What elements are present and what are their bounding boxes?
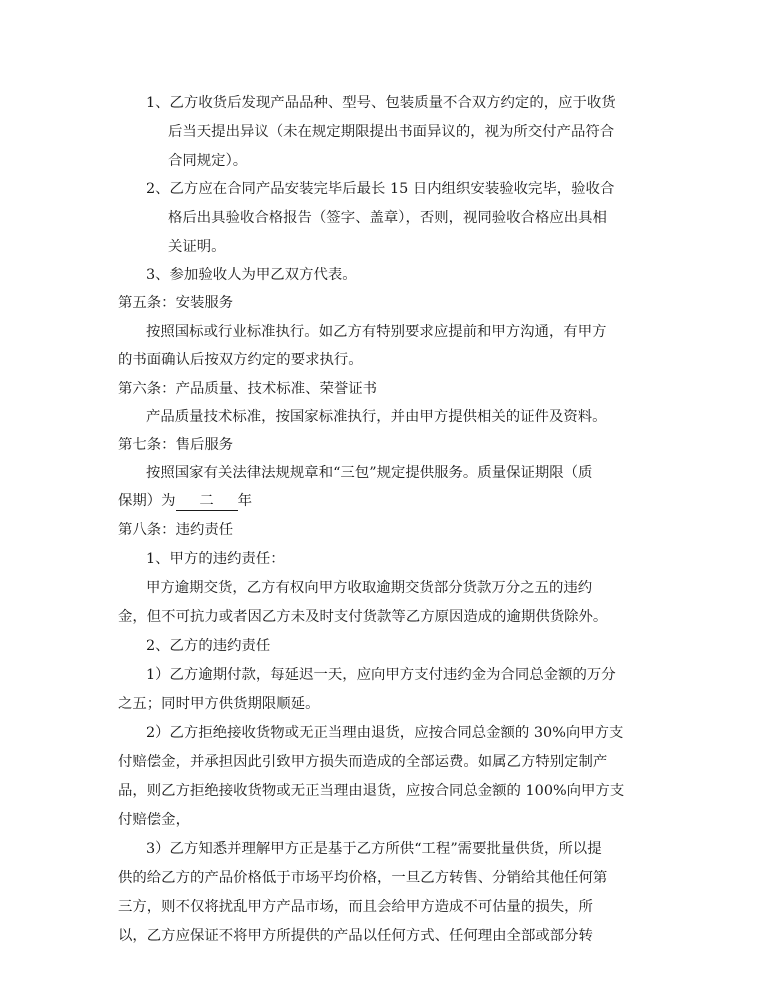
party-b-liability-item-1: 1）乙方逾期付款，每延迟一天，应向甲方支付违约金为合同总金额的万分: [146, 667, 616, 683]
clause-5-paragraph: 按照国标或行业标准执行。如乙方有特别要求应提前和甲方沟通，有甲方: [146, 324, 607, 340]
warranty-period-label: 保期）为: [118, 493, 176, 509]
party-b-liability-item-3-cont: 三方，则不仅将扰乱甲方产品市场，而且会给甲方造成不可估量的损失，所: [118, 899, 593, 915]
warranty-period-line: [118, 491, 252, 511]
party-a-liability-paragraph: 甲方逾期交货，乙方有权向甲方收取逾期交货部分货款万分之五的违约: [146, 580, 593, 596]
party-b-liability-item-2-cont: 品，则乙方拒绝接收货物或无正当理由退货，应按合同总金额的 100%向甲方支: [118, 783, 625, 799]
party-b-liability-item-3: 3）乙方知悉并理解甲方正是基于乙方所供“工程”需要批量供货，所以提: [146, 841, 602, 857]
clause-6-paragraph: 产品质量技术标准，按国家标准执行，并由甲方提供相关的证件及资料。: [146, 409, 607, 425]
clause-5-heading: 第五条：安装服务: [118, 295, 234, 311]
party-b-liability-item-1-cont: 之五；同时甲方供货期限顺延。: [118, 696, 320, 712]
clause-4-item-2-cont: 格后出具验收合格报告（签字、盖章），否则，视同验收合格应出具相: [168, 210, 607, 226]
warranty-period-unit: 年: [237, 493, 252, 509]
clause-8-heading: 第八条：违约责任: [118, 522, 234, 538]
clause-7-heading: 第七条：售后服务: [118, 437, 234, 453]
clause-4-item-2-cont: 关证明。: [168, 239, 226, 255]
party-b-liability-item-2: 2）乙方拒绝接收货物或无正当理由退货，应按合同总金额的 30%向甲方支: [146, 725, 624, 741]
party-b-liability-item-3-cont: 供的给乙方的产品价格低于市场平均价格，一旦乙方转售、分销给其他任何第: [118, 870, 608, 886]
party-b-liability-item-3-cont: 以，乙方应保证不将甲方所提供的产品以任何方式、任何理由全部或部分转: [118, 928, 593, 944]
clause-4-item-3: 3、参加验收人为甲乙双方代表。: [146, 267, 357, 283]
clause-4-item-1-cont: 后当天提出异议（未在规定期限提出书面异议的，视为所交付产品符合: [168, 124, 615, 140]
clause-4-item-1-cont: 合同规定）。: [168, 153, 248, 169]
party-b-liability-item-2-cont: 付赔偿金，并承担因此引致甲方损失而造成的全部运费。如属乙方特别定制产: [118, 754, 608, 770]
clause-6-heading: 第六条：产品质量、技术标准、荣誉证书: [118, 381, 378, 397]
warranty-period-value: 二: [176, 492, 238, 511]
party-b-liability-heading: 2、乙方的违约责任: [146, 638, 271, 654]
clause-7-paragraph: 按照国家有关法律法规规章和“三包”规定提供服务。质量保证期限（质: [146, 465, 593, 481]
clause-4-item-1: 1、乙方收货后发现产品品种、型号、包装质量不合双方约定的，应于收货: [146, 95, 616, 111]
party-b-liability-item-2-cont: 付赔偿金，: [118, 812, 190, 828]
clause-5-paragraph-cont: 的书面确认后按双方约定的要求执行。: [118, 352, 363, 368]
party-a-liability-paragraph-cont: 金，但不可抗力或者因乙方未及时支付货款等乙方原因造成的逾期供货除外。: [118, 609, 608, 625]
clause-4-item-2: 2、乙方应在合同产品安装完毕后最长 15 日内组织安装验收完毕，验收合: [146, 181, 615, 197]
party-a-liability-heading: 1、甲方的违约责任：: [146, 551, 285, 567]
